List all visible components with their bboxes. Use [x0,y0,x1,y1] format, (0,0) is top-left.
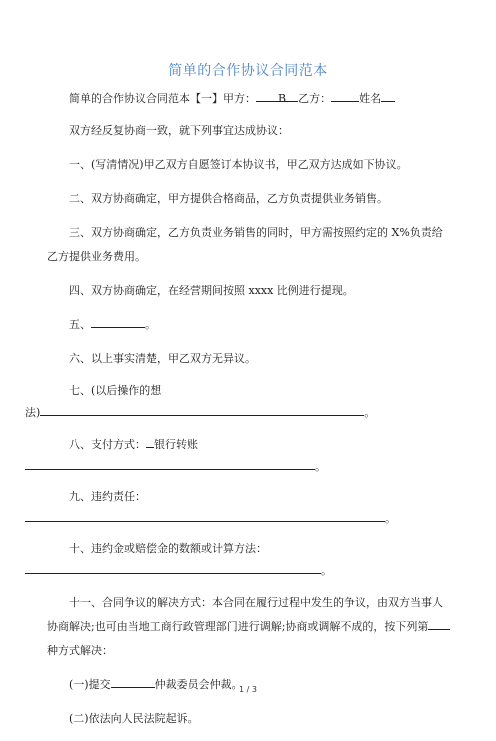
clause-11-text-end: 种方式解决： [47,644,113,657]
document-title: 简单的合作协议合同范本 [168,63,328,79]
clause-5 [47,313,451,337]
clause-7-line2-prefix: 法) [25,406,41,419]
clause-1: 一、(写清情况)甲乙双方自愿签订本协议书，甲乙双方达成如下协议。 [69,158,408,171]
clause-11-blank [428,615,450,630]
clause-10-suffix: 。 [321,564,332,577]
clause-8-blank [25,455,315,470]
clause-8-blank-left [146,433,154,448]
clause-10-blank [25,559,321,574]
clause-8-suffix: 。 [315,460,326,473]
clause-7-blank [40,401,364,416]
party-b-blank [331,87,359,102]
clause-9-blank [25,507,385,522]
clause-5-blank [91,313,145,328]
clause-9-suffix: 。 [385,512,396,525]
clause-11 [47,591,451,663]
clause-10-label: 十、违约金或赔偿金的数额或计算方法： [69,542,267,555]
clause-7-suffix: 。 [364,406,376,419]
option-1-suffix: 仲裁委员会仲裁。 [154,678,243,691]
clause-8 [47,433,451,477]
clause-6: 六、以上事实清楚，甲乙双方无异议。 [69,352,256,365]
document-body [25,87,451,741]
clause-11-option-2: (二)依法向人民法院起诉。 [69,712,199,725]
party-a-value: B [278,87,286,102]
clause-4: 四、双方协商确定，在经营期间按照 xxxx 比例进行提现。 [69,284,354,297]
party-b-label: 乙方： [298,92,332,105]
party-a-blank-left [256,87,278,102]
intro-prefix: 简单的合作协议合同范本【一】甲方： [69,92,256,105]
name-label: 姓名 [359,92,382,105]
clause-10 [47,539,451,581]
clause-preamble: 双方经反复协商一致，就下列事宜达成协议： [69,124,289,137]
party-a-blank-right [286,87,298,102]
page-number: 1 / 3 [239,685,257,694]
option-1-prefix: (一)提交 [69,678,111,691]
clause-5-prefix: 五、 [69,318,91,331]
clause-8-value: 银行转账 [154,438,198,451]
clause-9 [47,487,451,529]
clause-11-text: 十一、合同争议的解决方式：本合同在履行过程中发生的争议，由双方当事人协商解决;也可由当地工商行政管理部门进行调解;协商或调解不成的，按下列第 [47,596,443,633]
clause-9-label: 九、违约责任： [69,490,146,503]
clause-3: 三、双方协商确定，乙方负责业务销售的同时，甲方需按照约定的 X%负责给乙方提供业务费用。 [47,226,443,263]
clause-5-suffix: 。 [145,318,156,331]
clause-8-prefix: 八、支付方式： [69,438,146,451]
intro-paragraph [47,87,451,111]
name-blank [381,87,395,102]
clause-2: 二、双方协商确定，甲方提供合格商品，乙方负责提供业务销售。 [69,192,388,205]
clause-7 [25,381,451,423]
clause-7-line1: 七、(以后操作的想 [69,384,162,397]
